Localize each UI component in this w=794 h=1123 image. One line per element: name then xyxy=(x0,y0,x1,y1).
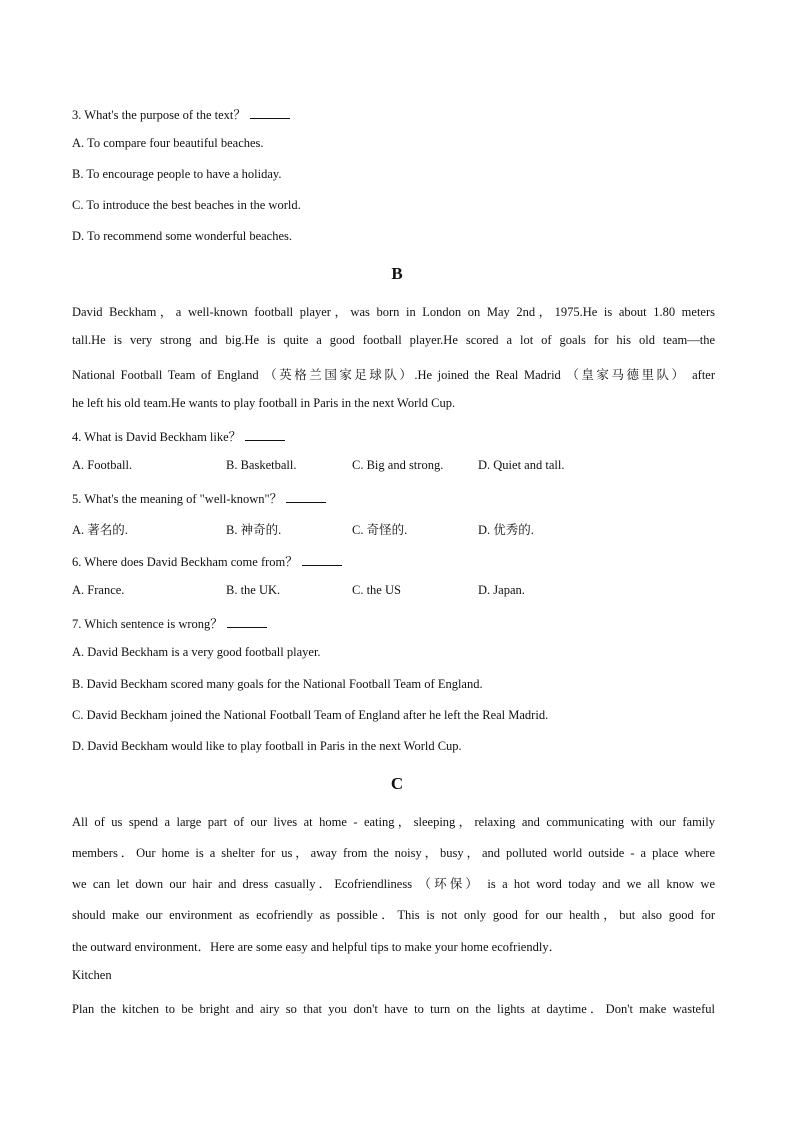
question-3-option-a: A. To compare four beautiful beaches. xyxy=(72,136,264,150)
question-6-text: 6. Where does David Beckham come from？ xyxy=(72,555,298,569)
question-6-option-c: C. the US xyxy=(352,583,401,597)
section-b-passage-line: David Beckham，a well-known football player，was born in London on May 2nd，1975.He is about 1.80 meters xyxy=(72,305,715,319)
answer-blank xyxy=(250,107,290,119)
question-4-option-d: D. Quiet and tall. xyxy=(478,458,565,472)
section-c-passage-line: All of us spend a large part of our lives at home - eating，sleeping，relaxing and communicating with our family xyxy=(72,815,715,829)
question-5-option-b: B. 神奇的. xyxy=(226,523,282,537)
section-c-passage-line: the outward environment．Here are some easy and helpful tips to make your home ecofriendly． xyxy=(72,940,562,954)
question-3 xyxy=(72,105,290,123)
answer-blank xyxy=(302,554,342,566)
section-b-passage-line: tall.He is very strong and big.He is quite a good football player.He scored a lot of goals for his old team—the xyxy=(72,333,715,347)
question-5-option-a: A. 著名的. xyxy=(72,523,128,537)
question-5-option-c: C. 奇怪的. xyxy=(352,523,408,537)
section-b-passage-line: National Football Team of England （英格兰国家足球队）.He joined the Real Madrid （皇家马德里队） after xyxy=(72,368,715,382)
question-3-option-c: C. To introduce the best beaches in the world. xyxy=(72,198,301,212)
question-5-option-d: D. 优秀的. xyxy=(478,523,534,537)
question-3-text: 3. What's the purpose of the text？ xyxy=(72,108,246,122)
question-4-text: 4. What is David Beckham like？ xyxy=(72,430,242,444)
question-7-text: 7. Which sentence is wrong？ xyxy=(72,617,223,631)
question-7-option-c: C. David Beckham joined the National Football Team of England after he left the Real Madrid. xyxy=(72,708,549,722)
question-3-option-b: B. To encourage people to have a holiday. xyxy=(72,167,282,181)
question-6-option-b: B. the UK. xyxy=(226,583,281,597)
section-c-passage-line: we can let down our hair and dress casually．Ecofriendliness （环保） is a hot word today and we all know we xyxy=(72,877,715,891)
question-6-option-d: D. Japan. xyxy=(478,583,525,597)
question-5-text: 5. What's the meaning of "well-known"？ xyxy=(72,492,283,506)
section-c-title: C xyxy=(390,774,404,793)
kitchen-text: Plan the kitchen to be bright and airy so that you don't have to turn on the lights at daytime．Don't make wasteful xyxy=(72,1002,715,1016)
question-7-option-d: D. David Beckham would like to play football in Paris in the next World Cup. xyxy=(72,739,462,753)
question-3-option-d: D. To recommend some wonderful beaches. xyxy=(72,229,293,243)
answer-blank xyxy=(245,429,285,441)
question-7-option-b: B. David Beckham scored many goals for the National Football Team of England. xyxy=(72,677,483,691)
question-4-option-c: C. Big and strong. xyxy=(352,458,444,472)
question-7-option-a: A. David Beckham is a very good football player. xyxy=(72,645,321,659)
question-6-option-a: A. France. xyxy=(72,583,125,597)
answer-blank xyxy=(227,616,267,628)
question-4 xyxy=(72,427,285,445)
question-4-option-b: B. Basketball. xyxy=(226,458,297,472)
section-b-title: B xyxy=(391,264,403,283)
answer-blank xyxy=(286,491,326,503)
section-b-passage-line: he left his old team.He wants to play football in Paris in the next World Cup. xyxy=(72,396,456,410)
question-5 xyxy=(72,489,326,507)
question-4-option-a: A. Football. xyxy=(72,458,133,472)
question-6 xyxy=(72,552,342,570)
section-c-passage-line: should make our environment as ecofriendly as possible．This is not only good for our health，but also good for xyxy=(72,908,715,922)
section-c-passage-line: members．Our home is a shelter for us，away from the noisy，busy，and polluted world outside - a place where xyxy=(72,846,715,860)
question-7 xyxy=(72,614,267,632)
kitchen-subheading: Kitchen xyxy=(72,968,112,982)
